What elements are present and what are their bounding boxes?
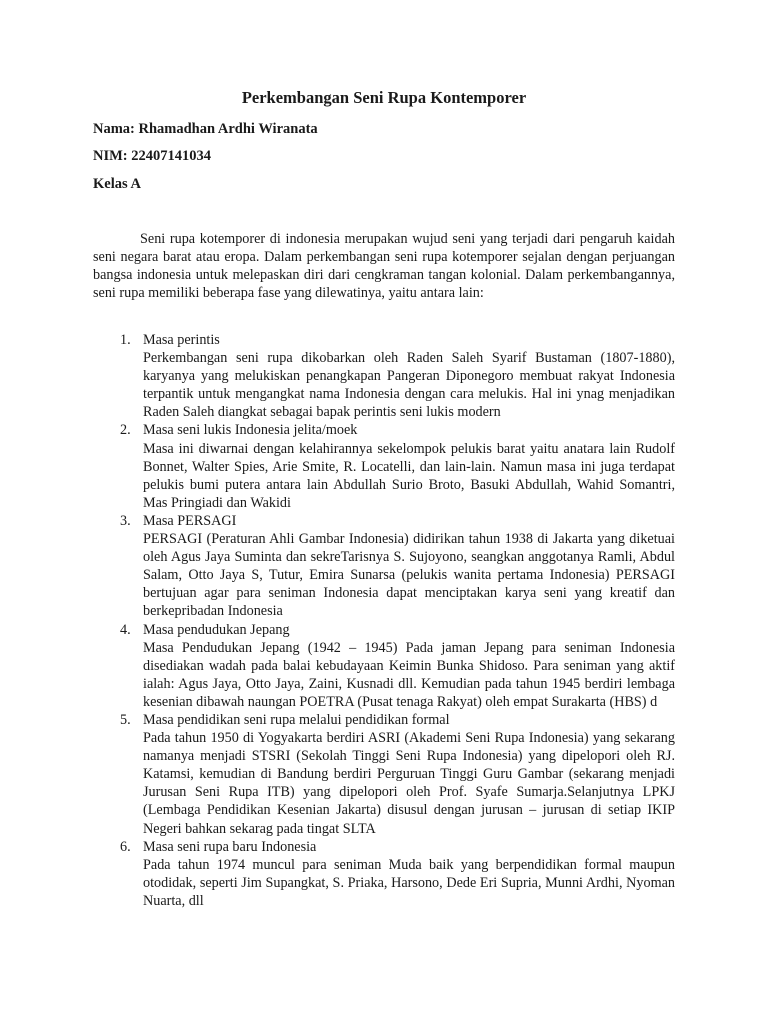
document-title: Perkembangan Seni Rupa Kontemporer <box>241 88 527 107</box>
list-item-body: Perkembangan seni rupa dikobarkan oleh Raden Saleh Syarif Bustaman (1807-1880), karyanya yang melukiskan penangkapan Pangeran Diponegoro membuat rakyat Indonesia terpantik untuk mengangkat nama Indonesia dengan cara melukis. Hal ini ynag menjadikan Raden Saleh diangkat sebagai bapak perintis seni lukis modern <box>143 350 675 421</box>
list-item <box>93 331 675 421</box>
list-item-title: Masa seni lukis Indonesia jelita/moek <box>143 422 358 439</box>
list-item-number: 4. <box>120 621 131 638</box>
student-id: NIM: 22407141034 <box>93 148 212 164</box>
list-item-body: Pada tahun 1950 di Yogyakarta berdiri ASRI (Akademi Seni Rupa Indonesia) yang sekarang namanya menjadi STSRI (Sekolah Tinggi Seni Rupa Indonesia) yang dipelopori oleh RJ. Katamsi, kemudian di Bandung berdiri Perguruan Tinggi Guru Gambar (sekarang menjadi Jurusan Seni Rupa ITB) yang dipelopori oleh Prof. Syafe Sumarja.Selanjutnya LPKJ (Lembaga Pendidikan Kesenian Jakarta) disusul dengan jurusan – jurusan di setiap IKIP Negeri bahkan sekarag pada tingat SLTA <box>143 730 675 837</box>
list-item-number: 3. <box>120 512 131 529</box>
list-item-title: Masa pendudukan Jepang <box>143 621 290 638</box>
list-item <box>93 512 675 621</box>
list-item-body: Pada tahun 1974 muncul para seniman Muda baik yang berpendidikan formal maupun otodidak, seperti Jim Supangkat, S. Priaka, Harsono, Dede Eri Supria, Munni Ardhi, Nyoman Nuarta, dll <box>143 856 675 909</box>
list-item-body: Masa Pendudukan Jepang (1942 – 1945) Pada jaman Jepang para seniman Indonesia disediakan wadah pada balai kebudayaan Keimin Bunka Shidoso. Para seniman yang aktif ialah: Agus Jaya, Otto Jaya, Zaini, Kusnadi dll. Kemudian pada tahun 1945 berdiri lembaga kesenian dibawah naungan POETRA (Pusat tenaga Rakyat) oleh empat Surakarta (HBS) d <box>143 639 675 710</box>
intro-paragraph: Seni rupa kotemporer di indonesia merupakan wujud seni yang terjadi dari pengaruh kaidah seni negara barat atau eropa. Dalam perkembangan seni rupa kotemporer sejalan dengan perjuangan bangsa indonesia untuk melepaskan diri dari cengkraman tangan kolonial. Dalam perkembangannya, seni rupa memiliki beberapa fase yang dilewatinya, yaitu antara lain: <box>93 231 675 302</box>
author-name: Nama: Rhamadhan Ardhi Wiranata <box>93 121 318 137</box>
list-item <box>93 838 675 910</box>
list-item-number: 5. <box>120 711 131 728</box>
class-label: Kelas A <box>93 176 141 192</box>
list-item-number: 1. <box>120 332 131 348</box>
list-item-body: PERSAGI (Peraturan Ahli Gambar Indonesia) didirikan tahun 1938 di Jakarta yang diketuai oleh Agus Jaya Suminta dan sekreTarisnya S. Sujoyono, seangkan anggotanya Ramli, Abdul Salam, Otto Jaya S, Tutur, Emira Sunarsa (pelukis wanita pertama Indonesia) PERSAGI bertujuan agar para seniman Indonesia dapat menciptakan karya seni yang kreatif dan berkepribadan Indonesia <box>143 531 675 620</box>
list-item-title: Masa PERSAGI <box>143 512 237 529</box>
list-item-title: Masa perintis <box>143 332 220 348</box>
list-item <box>93 711 675 838</box>
list-item-body: Masa ini diwarnai dengan kelahirannya sekelompok pelukis barat yaitu anatara lain Rudolf Bonnet, Walter Spies, Arie Smite, R. Locatelli, dan lain-lain. Namun masa ini juga terdapat pelukis bumi putera antara lain Abdullah Surio Broto, Basuki Abdullah, Wahid Somantri, Mas Pringiadi dan Wakidi <box>143 440 675 511</box>
phase-list <box>93 331 675 910</box>
list-item <box>93 421 675 511</box>
list-item-number: 2. <box>120 422 131 439</box>
list-item-title: Masa seni rupa baru Indonesia <box>143 838 317 855</box>
list-item-title: Masa pendidikan seni rupa melalui pendidikan formal <box>143 711 450 728</box>
list-item <box>93 621 675 711</box>
list-item-number: 6. <box>120 838 131 855</box>
